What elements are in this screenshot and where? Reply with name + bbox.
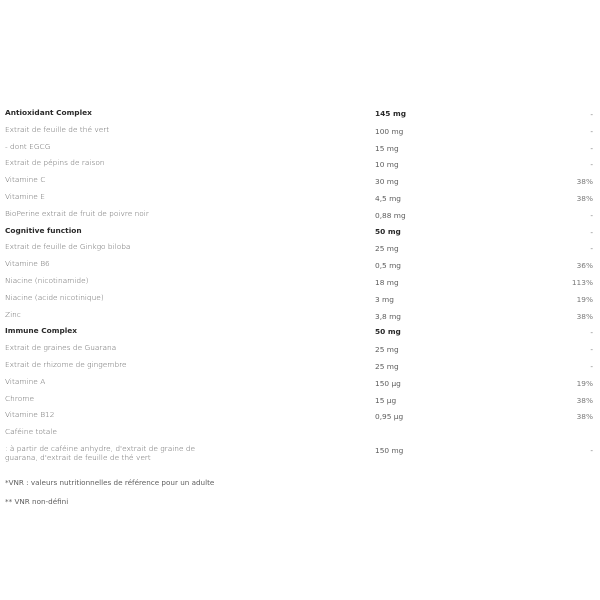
vnr-definition-note: *VNR : valeurs nutritionnelles de référence pour un adulte [5, 477, 215, 487]
nutrient-row [5, 425, 595, 442]
nutrient-row [5, 291, 595, 308]
nutrient-vnr: 38% [576, 395, 593, 405]
nutrient-amount: 145 mg [375, 109, 406, 118]
nutrient-row [5, 240, 595, 257]
section-title: Cognitive function [5, 225, 82, 235]
nutrient-amount: 30 mg [375, 177, 399, 187]
section-header-row [5, 324, 595, 341]
nutrient-vnr: - [590, 143, 593, 153]
nutrient-name: Niacine (nicotinamide) [5, 275, 89, 285]
nutrient-row [5, 392, 595, 409]
nutrient-name: Vitamine B12 [5, 410, 55, 420]
nutrient-row [5, 207, 595, 224]
section-title: Immune Complex [5, 326, 78, 336]
nutrient-row [5, 190, 595, 207]
nutrient-name: Extrait de pépins de raison [5, 158, 105, 168]
nutrient-amount: 25 mg [375, 244, 399, 254]
nutrient-amount: 10 mg [375, 160, 399, 170]
nutrient-row [5, 173, 595, 190]
nutrient-vnr: 38% [576, 193, 593, 203]
nutrient-vnr: - [590, 227, 593, 237]
nutrient-amount: 0,88 mg [375, 210, 406, 220]
nutrition-rows [5, 106, 595, 476]
nutrient-name: Vitamine A [5, 376, 46, 386]
nutrient-vnr: 38% [576, 311, 593, 321]
nutrient-amount: 150 µg [375, 378, 401, 388]
nutrient-row [5, 156, 595, 173]
nutrient-vnr: - [590, 244, 593, 254]
nutrient-row [5, 257, 595, 274]
nutrient-name: Caféine totale [5, 427, 57, 437]
nutrient-row [5, 442, 595, 476]
nutrient-amount: 3,8 mg [375, 311, 401, 321]
nutrient-vnr: - [590, 345, 593, 355]
nutrient-vnr: 36% [576, 261, 593, 271]
nutrient-row [5, 123, 595, 140]
nutrient-name: : à partir de caféine anhydre, d'extrait de graine de guarana, d'extrait de feuille de thé vert [5, 443, 196, 463]
nutrient-vnr: 38% [576, 177, 593, 187]
nutrient-name: Extrait de feuille de thé vert [5, 124, 110, 134]
nutrient-name: Vitamine C [5, 175, 46, 185]
nutrient-name: Vitamine E [5, 191, 45, 201]
nutrient-name: Niacine (acide nicotinique) [5, 292, 104, 302]
nutrient-vnr: - [590, 126, 593, 136]
nutrient-vnr: 19% [576, 294, 593, 304]
nutrient-name: Vitamine B6 [5, 259, 50, 269]
vnr-undefined-note: ** VNR non-défini [5, 496, 69, 506]
nutrition-table [5, 106, 595, 514]
nutrient-row [5, 341, 595, 358]
nutrient-amount: 0,95 µg [375, 412, 404, 422]
nutrient-amount: 4,5 mg [375, 193, 401, 203]
nutrient-vnr: - [590, 110, 593, 119]
nutrient-row [5, 140, 595, 157]
nutrient-amount: 50 mg [375, 226, 401, 236]
nutrient-amount: 25 mg [375, 361, 399, 371]
nutrient-row [5, 408, 595, 425]
nutrient-vnr: 113% [571, 277, 593, 287]
nutrient-row [5, 274, 595, 291]
nutrient-amount: 100 mg [375, 126, 404, 136]
nutrient-amount: 18 mg [375, 277, 399, 287]
nutrient-amount: 15 mg [375, 143, 399, 153]
nutrient-vnr: 38% [576, 412, 593, 422]
nutrient-amount: 3 mg [375, 294, 394, 304]
nutrient-name: Chrome [5, 393, 34, 403]
section-header-row [5, 106, 595, 123]
nutrient-name: Extrait de rhizome de gingembre [5, 359, 127, 369]
nutrient-row [5, 308, 595, 325]
section-header-row [5, 224, 595, 241]
nutrient-vnr: - [590, 361, 593, 371]
nutrient-vnr: - [590, 210, 593, 220]
nutrient-amount: 15 µg [375, 395, 397, 405]
nutrient-amount: 0,5 mg [375, 261, 401, 271]
nutrient-row [5, 375, 595, 392]
nutrient-vnr: - [590, 445, 593, 455]
nutrient-name: Extrait de feuille de Ginkgo biloba [5, 242, 131, 252]
nutrient-amount: 150 mg [375, 445, 404, 455]
nutrient-row [5, 358, 595, 375]
section-title: Antioxidant Complex [5, 108, 92, 117]
nutrient-amount: 50 mg [375, 327, 401, 337]
nutrient-vnr: - [590, 160, 593, 170]
nutrient-name: Extrait de graines de Guarana [5, 343, 117, 353]
nutrient-amount: 25 mg [375, 345, 399, 355]
nutrient-vnr: - [590, 328, 593, 338]
nutrient-name: BioPerine extrait de fruit de poivre noir [5, 208, 149, 218]
nutrient-name: - dont EGCG [5, 141, 51, 151]
nutrient-vnr: 19% [576, 378, 593, 388]
nutrient-name: Zinc [5, 309, 21, 319]
